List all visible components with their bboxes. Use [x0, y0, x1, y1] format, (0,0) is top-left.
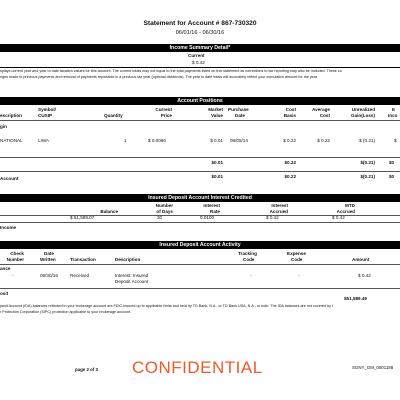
position-symbol: LIWA [38, 138, 50, 143]
act-footnote-line2: r Protection Corporation (SIPC) protection applicable to your brokerage account. [0, 310, 131, 314]
col-est-income: E [392, 107, 396, 112]
ida-activity-bar: Insured Deposit Account Activity [0, 241, 400, 249]
act-col-tracking-sub: Code [243, 257, 255, 262]
ida-balance: $ 51,589.07 [70, 215, 95, 220]
position-quantity: 1 [124, 138, 127, 143]
col-current-price: Current [155, 107, 172, 112]
col-cost-basis-sub: Basis [283, 113, 296, 118]
act-col-amount: Amount [352, 257, 370, 262]
col-quantity: Quantity [104, 113, 123, 118]
ida-mtd: $ 0.42 [332, 215, 345, 220]
subtotal-cost: $0.22 [284, 160, 296, 165]
ida-col-balance: Balance [100, 209, 118, 214]
total-market: $0.01 [211, 174, 223, 179]
act-col-transaction: Transaction [70, 257, 96, 262]
act-col-expense: Expense [287, 251, 306, 256]
col-current-price-sub: Price [160, 113, 172, 118]
position-group-label: gin [0, 124, 7, 129]
act-transaction: Received [70, 273, 90, 278]
subtotal-income: $0 [389, 160, 395, 165]
position-unrealized: $ (0.21) [359, 138, 375, 143]
divider [0, 264, 400, 265]
divider [0, 222, 400, 223]
ida-col-rate: Interest [203, 203, 220, 208]
total-unrealized: $(0.21) [360, 174, 375, 179]
act-description-line2: Deposit Account [115, 279, 149, 284]
act-footnote-line1: posit Account (IDA) balances reflected in your brokerage account are FDIC-insured up to applicable limits and held by TD Bank, N.A., or TD Bank USA, N.A., or both. The IDA balances are not covered by t [0, 304, 334, 308]
total-cost: $0.22 [284, 174, 296, 179]
account-positions-bar: Account Positions [0, 97, 400, 105]
account-total-label: Account [0, 176, 19, 181]
ida-col-mtd-sub: Accrued [336, 209, 355, 214]
ida-col-accrued: Interest [271, 203, 288, 208]
income-note-line1: splays current year and year to date taxation values for this account. The current totals may not equal to the total payments listed on this statement as corrections to tax reporting may also be included. These co [0, 69, 342, 73]
ida-days: 30 [157, 215, 163, 220]
divider [0, 157, 400, 158]
col-symbol-sub: CUSIP [38, 113, 53, 118]
position-description: NATIONAL [0, 138, 23, 143]
income-current-value: $ 0.42 [192, 60, 205, 65]
total-income: $0 [389, 174, 395, 179]
document-id: SONY_GM_0001188 [352, 365, 394, 370]
divider [0, 120, 400, 121]
position-cost-basis: $ 0.22 [283, 138, 296, 143]
act-col-date: Date [44, 251, 54, 256]
act-col-date-sub: Written [40, 257, 56, 262]
act-check: - [12, 273, 14, 278]
page-number: page 2 of 3 [75, 367, 98, 372]
act-tracking: - [250, 273, 252, 278]
act-description-line1: Interest: Insured [115, 273, 149, 278]
act-col-description: Description [115, 257, 141, 262]
statement-title: Statement for Account # 867-730320 [143, 20, 257, 27]
col-symbol: Symbol/ [38, 107, 56, 112]
divider [0, 67, 400, 68]
act-col-tracking: Tracking [238, 251, 257, 256]
ida-col-accrued-sub: Accrued [269, 209, 288, 214]
income-current-header: Current [188, 53, 205, 58]
act-closing-balance: $51,589.49 [344, 296, 367, 301]
col-average-cost: Average [312, 107, 330, 112]
ida-col-days-sub: of Days [156, 209, 173, 214]
ida-accrued: $ 0.42 [266, 215, 279, 220]
act-date: 06/30/16 [40, 273, 58, 278]
act-col-check-sub: Number [6, 257, 24, 262]
col-cost-basis: Cost [285, 107, 296, 112]
act-col-expense-sub: Code [291, 257, 303, 262]
col-est-income-sub: Inco [388, 113, 398, 118]
col-unrealized-sub: Gain(Loss) [351, 113, 375, 118]
col-purchase-date-sub: Date [235, 113, 245, 118]
divider [0, 288, 400, 289]
col-unrealized: Unrealized [351, 107, 375, 112]
ida-income-label: Income [0, 225, 17, 230]
position-price: $ 0.0066 [148, 138, 166, 143]
ida-col-days: Number [155, 203, 173, 208]
position-market-value: $ 0.01 [210, 138, 223, 143]
col-market-value-sub: Value [210, 113, 223, 118]
act-col-check: Check [10, 251, 24, 256]
position-est-income: $ [394, 138, 397, 143]
confidential-stamp: CONFIDENTIAL [132, 358, 263, 377]
statement-period: 06/01/16 - 06/30/16 [175, 30, 225, 36]
col-description: escription [0, 113, 22, 118]
col-average-cost-sub: Cost [319, 113, 330, 118]
act-amount: $ 0.42 [358, 273, 371, 278]
col-market-value: Market [208, 107, 223, 112]
col-purchase-date: Purchase [228, 107, 249, 112]
act-closing-label: osit [0, 291, 9, 296]
position-purchase-date: 08/05/14 [230, 138, 248, 143]
income-note-line2: nges made to previous payments and removal of payments reportable in a previous tax year (optional dividends). The year to date totals will accurately reflect your cumulative amount for the year. [0, 75, 318, 79]
subtotal-market: $0.01 [211, 160, 223, 165]
ida-interest-bar: Insured Deposit Account Interest Credited [0, 194, 400, 202]
subtotal-unrealized: $(0.21) [360, 160, 375, 165]
position-average-cost: $ 0.22 [317, 138, 330, 143]
ida-col-mtd: MTD [345, 203, 355, 208]
ida-rate: 0.0100 [200, 215, 215, 220]
income-summary-bar: Income Summary Detail* [0, 44, 400, 52]
act-opening-label: ance [0, 266, 11, 271]
act-expense: - [298, 273, 300, 278]
ida-col-rate-sub: Rate [210, 209, 220, 214]
divider [0, 171, 400, 172]
